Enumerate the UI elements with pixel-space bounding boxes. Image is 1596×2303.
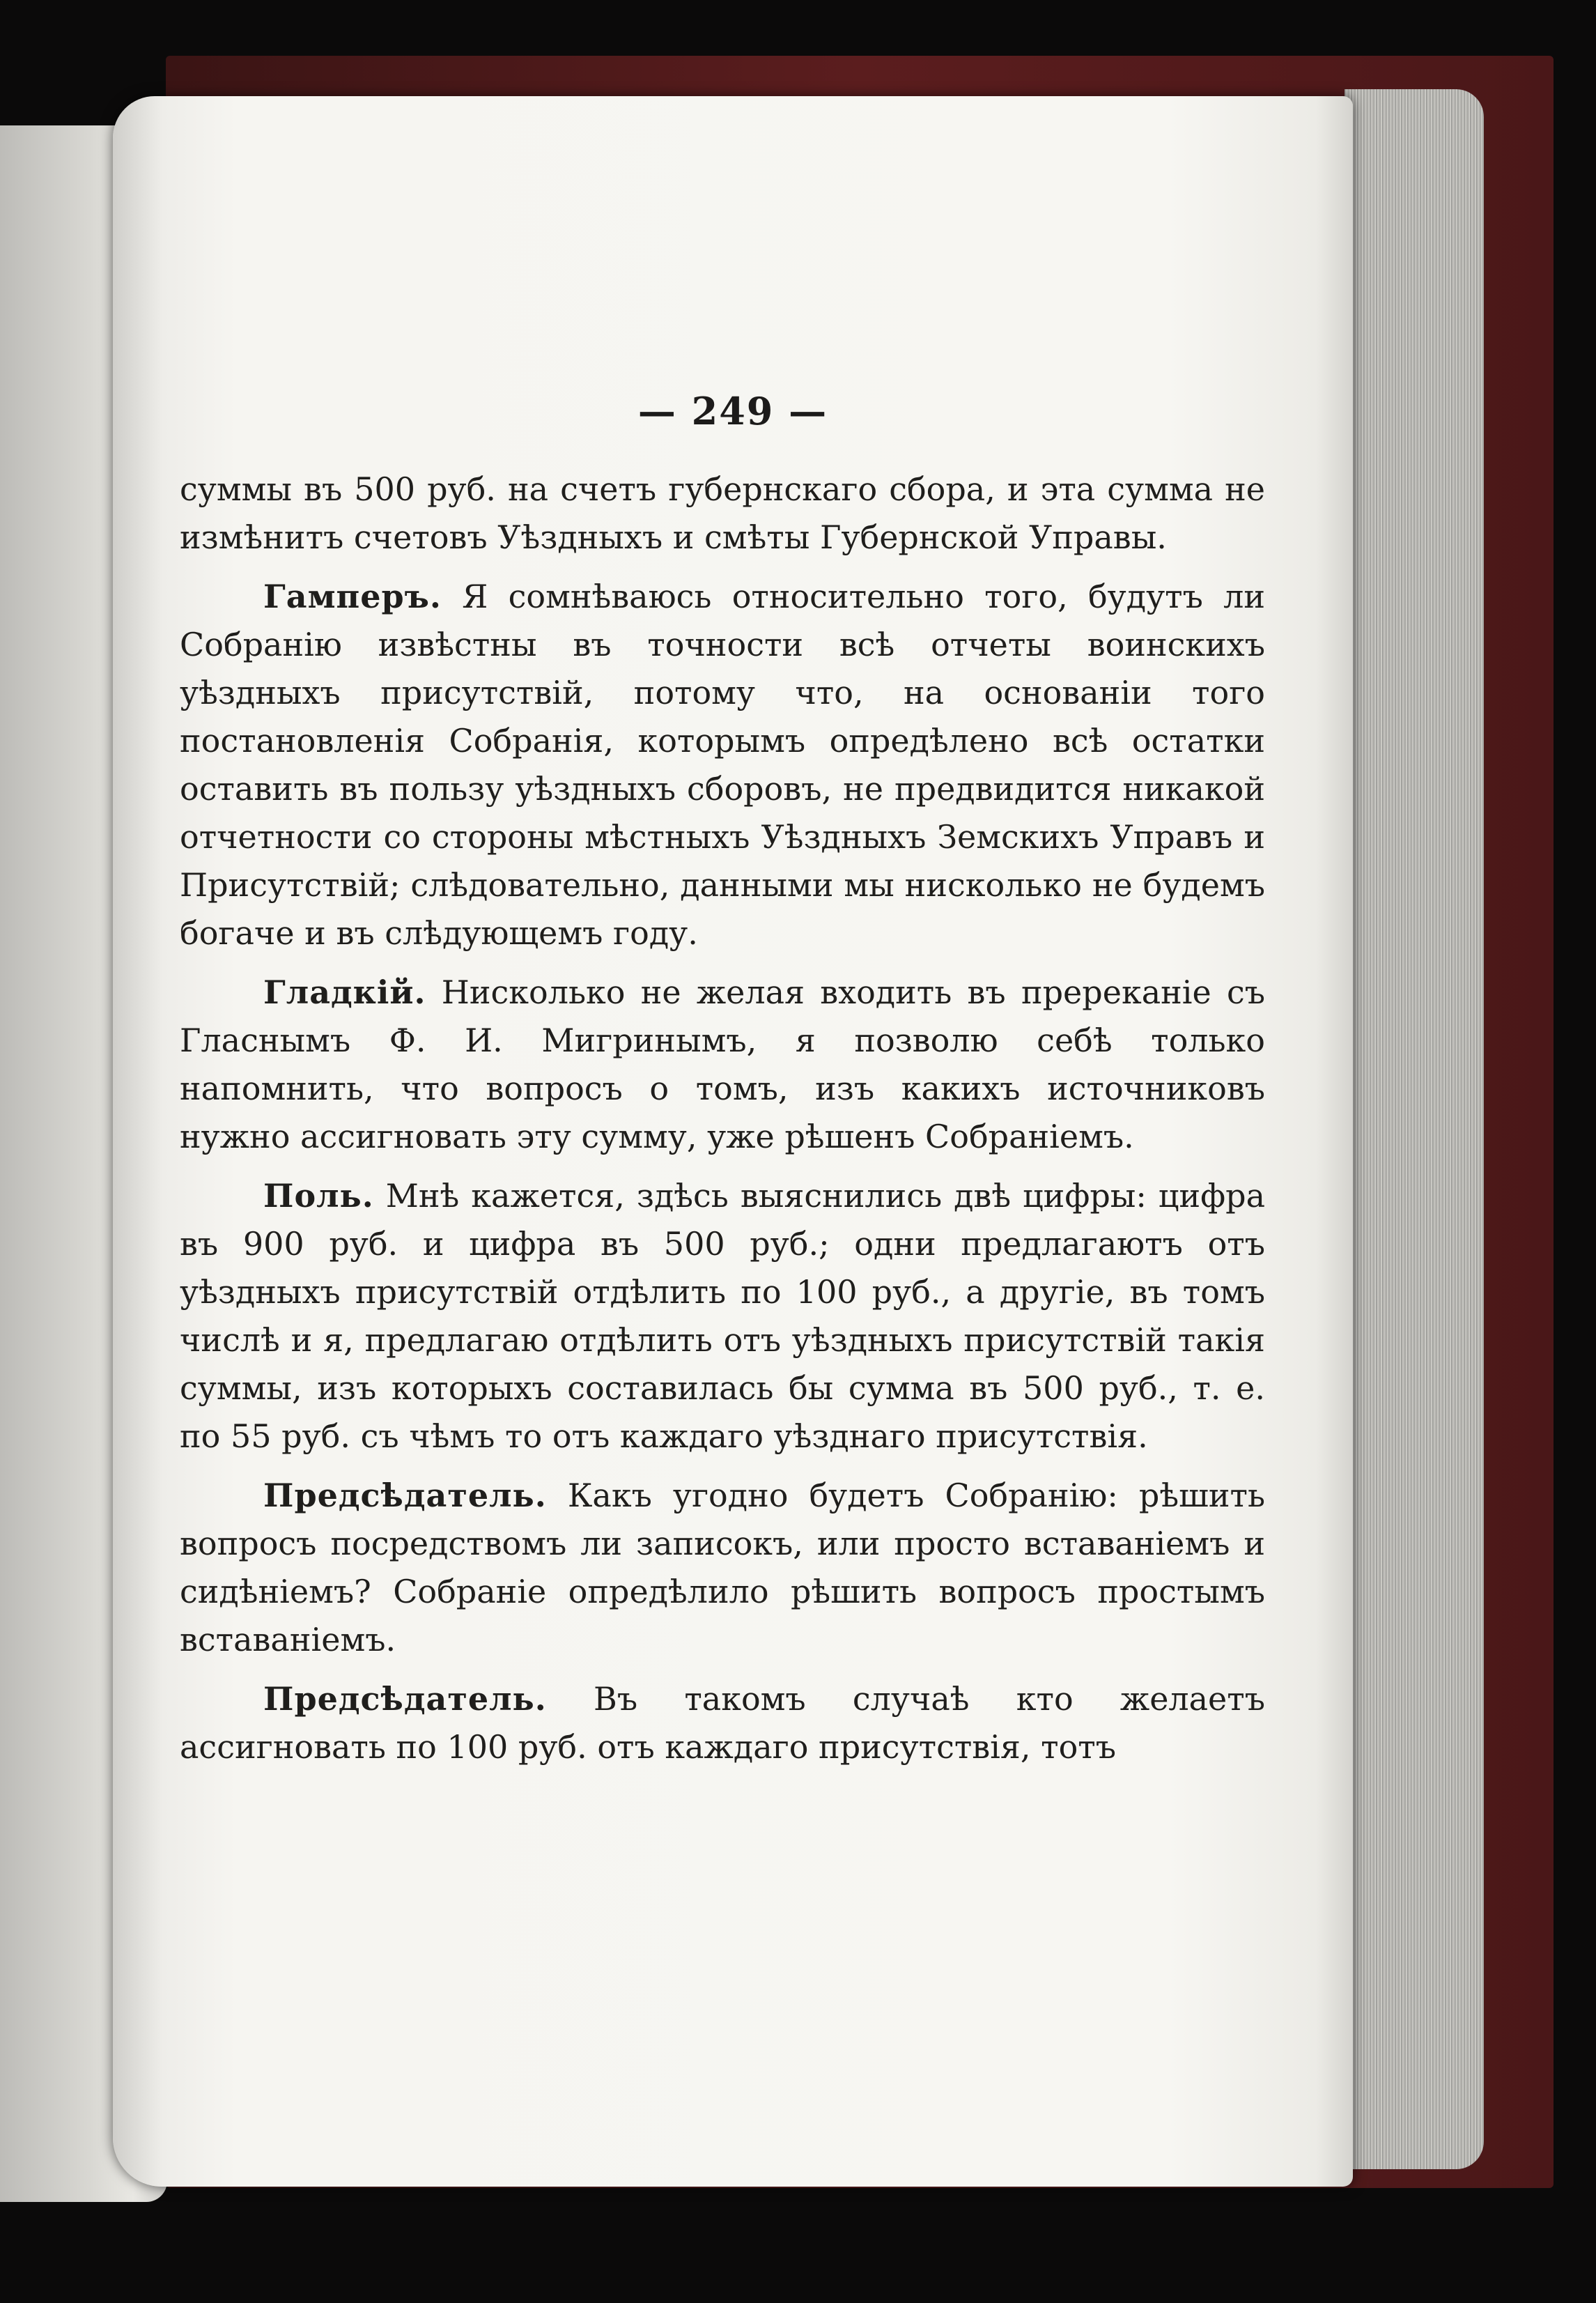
paragraph-4 <box>180 1172 1265 1461</box>
paragraph-text: суммы въ 500 руб. на счетъ губернскаго сбора, и эта сумма не измѣнитъ счетовъ Уѣздныхъ и смѣты Губернской Управы. <box>180 470 1265 556</box>
paragraph-6 <box>180 1675 1265 1771</box>
paragraph-text: Въ такомъ случаѣ кто желаетъ ассигновать по 100 руб. отъ каждаго присутствія, тотъ <box>180 1680 1265 1766</box>
speaker-name: Предсѣдатель. <box>263 1680 547 1718</box>
book-page <box>113 96 1353 2187</box>
paragraph-text: Я сомнѣваюсь относительно того, будутъ ли Собранію извѣстны въ точности всѣ отчеты воинскихъ уѣздныхъ присутствій, потому что, на основаніи того постановленія Собранія, которымъ опредѣлено всѣ остатки оставить въ пользу уѣздныхъ сборовъ, не предвидится никакой отчетности со стороны мѣстныхъ Уѣздныхъ Земскихъ Управъ и Присутствій; слѣдовательно, данными мы нисколько не будемъ богаче и въ слѣдующемъ году. <box>180 578 1265 952</box>
page-text <box>180 465 1265 1782</box>
page-stack-edge <box>1345 89 1484 2169</box>
speaker-name: Гладкій. <box>263 973 426 1011</box>
page-number: — 249 — <box>637 389 828 433</box>
paragraph-3 <box>180 969 1265 1161</box>
speaker-name: Гамперъ. <box>263 578 442 615</box>
paragraph-2 <box>180 573 1265 957</box>
paragraph-5 <box>180 1472 1265 1664</box>
paragraph-1 <box>180 465 1265 562</box>
speaker-name: Поль. <box>263 1177 374 1215</box>
paragraph-text: Какъ угодно будетъ Собранію: рѣшить вопросъ посредствомъ ли записокъ, или просто вставаніемъ и сидѣніемъ? Собраніе опредѣлило рѣшить вопросъ простымъ вставаніемъ. <box>180 1477 1265 1658</box>
paragraph-text: Мнѣ кажется, здѣсь выяснились двѣ цифры: цифра въ 900 руб. и цифра въ 500 руб.; одни предлагаютъ отъ уѣздныхъ присутствій отдѣлить по 100 руб., а другіе, въ томъ числѣ и я, предлагаю отдѣлить отъ уѣздныхъ присутствій такія суммы, изъ которыхъ составилась бы сумма въ 500 руб., т. е. по 55 руб. съ чѣмъ то отъ каждаго уѣзднаго присутствія. <box>180 1177 1265 1455</box>
speaker-name: Предсѣдатель. <box>263 1477 547 1514</box>
paragraph-text: Нисколько не желая входить въ пререканіе съ Гласнымъ Ф. И. Мигринымъ, я позволю себѣ только напомнить, что вопросъ о томъ, изъ какихъ источниковъ нужно ассигновать эту сумму, уже рѣшенъ Собраніемъ. <box>180 973 1265 1155</box>
